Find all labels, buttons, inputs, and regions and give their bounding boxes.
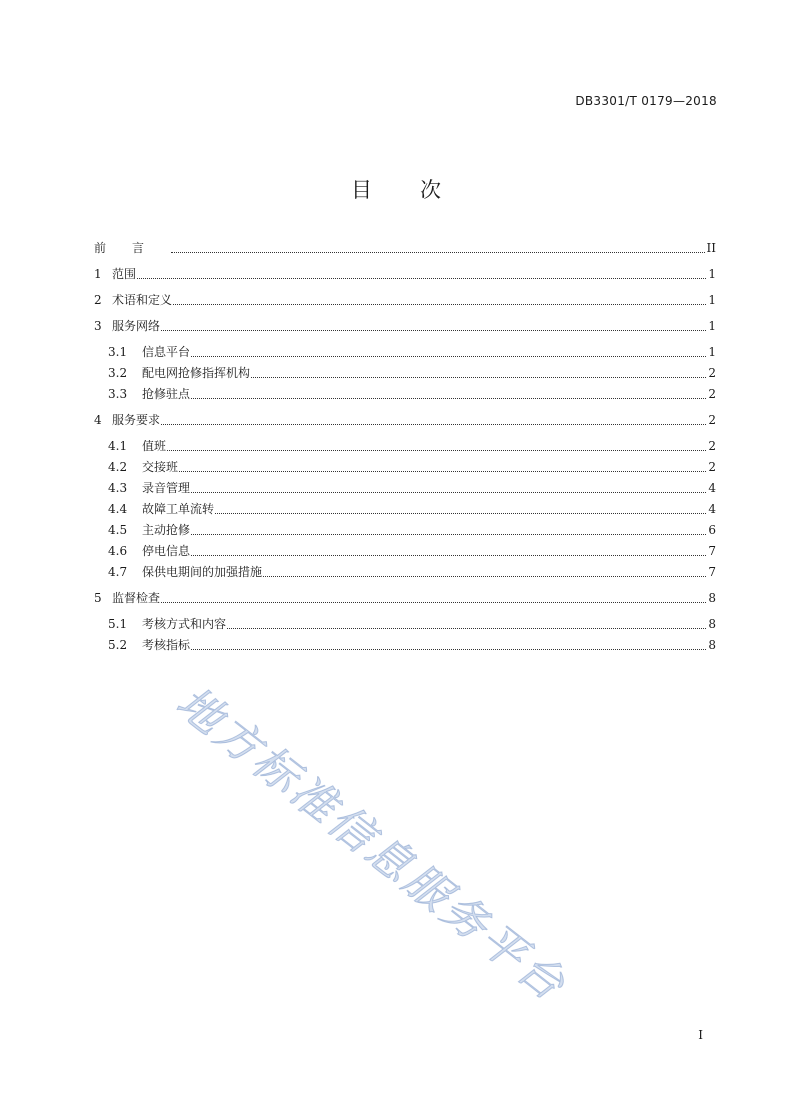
toc-entry-label: 服务网络 xyxy=(112,319,161,333)
toc-entry-label: 抢修驻点 xyxy=(142,387,191,401)
toc-subentry[interactable] xyxy=(108,437,716,455)
toc-entry-number: 4.6 xyxy=(108,544,128,558)
dot-leader xyxy=(191,555,706,556)
toc-subentry[interactable] xyxy=(108,500,716,518)
toc-entry-page: 2 xyxy=(708,460,716,474)
toc-entry-number: 4.7 xyxy=(108,565,128,579)
toc-entry-page: 2 xyxy=(708,366,716,380)
toc-entry[interactable] xyxy=(94,317,716,335)
toc-entry-page: 7 xyxy=(708,544,716,558)
dot-leader xyxy=(179,471,706,472)
toc-subentry[interactable] xyxy=(108,385,716,403)
toc-subentry[interactable] xyxy=(108,615,716,633)
dot-leader xyxy=(251,377,706,378)
dot-leader xyxy=(191,534,706,535)
toc-entry-page: 6 xyxy=(708,523,716,537)
toc-entry-foreword[interactable] xyxy=(94,239,716,257)
toc-entry-label: 主动抢修 xyxy=(142,523,191,537)
toc-entry-label: 考核方式和内容 xyxy=(142,617,227,631)
toc-entry-number: 2 xyxy=(94,293,102,307)
toc-entry-page: 7 xyxy=(708,565,716,579)
toc-entry-page: 1 xyxy=(708,293,716,307)
dot-leader xyxy=(171,252,705,253)
toc-subentry[interactable] xyxy=(108,636,716,654)
toc-entry-label: 录音管理 xyxy=(142,481,191,495)
dot-leader xyxy=(191,398,706,399)
toc-entry-page: 2 xyxy=(708,413,716,427)
toc-title-right: 次 xyxy=(420,178,441,202)
toc-entry-page: 8 xyxy=(708,617,716,631)
toc-entry-page: 1 xyxy=(708,267,716,281)
dot-leader xyxy=(161,602,706,603)
dot-leader xyxy=(161,330,706,331)
toc-entry[interactable] xyxy=(94,411,716,429)
standard-code: DB3301/T 0179—2018 xyxy=(575,94,717,108)
toc-entry-number: 4.5 xyxy=(108,523,128,537)
dot-leader xyxy=(167,450,706,451)
toc-subentry[interactable] xyxy=(108,479,716,497)
toc-subentry[interactable] xyxy=(108,458,716,476)
toc-entry-number: 1 xyxy=(94,267,102,281)
dot-leader xyxy=(227,628,706,629)
toc-entry-label: 监督检查 xyxy=(112,591,161,605)
toc-entry-number: 3.1 xyxy=(108,345,128,359)
toc-entry-page: 2 xyxy=(708,439,716,453)
dot-leader xyxy=(173,304,706,305)
dot-leader xyxy=(137,278,706,279)
toc-entry-number: 5.2 xyxy=(108,638,128,652)
toc-entry-label: 值班 xyxy=(142,439,167,453)
toc-entry[interactable] xyxy=(94,291,716,309)
toc-entry-number: 4.3 xyxy=(108,481,128,495)
dot-leader xyxy=(191,492,706,493)
toc-subentry[interactable] xyxy=(108,343,716,361)
toc-entry-label: 交接班 xyxy=(142,460,179,474)
toc-entry-label: 考核指标 xyxy=(142,638,191,652)
toc-entry-label: 停电信息 xyxy=(142,544,191,558)
toc-entry-page: II xyxy=(706,241,716,255)
toc-subentry[interactable] xyxy=(108,521,716,539)
toc-entry-number: 5.1 xyxy=(108,617,128,631)
toc-entry-page: 8 xyxy=(708,591,716,605)
toc-entry-page: 4 xyxy=(708,502,716,516)
toc-entry-number: 4.2 xyxy=(108,460,128,474)
toc-subentry[interactable] xyxy=(108,364,716,382)
toc-subentry[interactable] xyxy=(108,563,716,581)
toc-title xyxy=(0,174,792,204)
dot-leader xyxy=(215,513,706,514)
toc-entry-label: 故障工单流转 xyxy=(142,502,215,516)
toc-entry[interactable] xyxy=(94,589,716,607)
toc-title-left: 目 xyxy=(351,178,372,202)
dot-leader xyxy=(191,356,706,357)
dot-leader xyxy=(191,649,706,650)
toc-entry-label: 术语和定义 xyxy=(112,293,173,307)
toc-entry-label: 保供电期间的加强措施 xyxy=(142,565,263,579)
toc-entry-number: 4.4 xyxy=(108,502,128,516)
dot-leader xyxy=(161,424,706,425)
toc-entry-number: 4.1 xyxy=(108,439,128,453)
toc-entry-page: 1 xyxy=(708,345,716,359)
toc-entry-label: 范围 xyxy=(112,267,137,281)
toc-entry-label: 前言 xyxy=(94,241,171,255)
watermark: 地方标准信息服务平台 xyxy=(166,676,577,1013)
toc-entry-label: 配电网抢修指挥机构 xyxy=(142,366,251,380)
toc-entry-page: 1 xyxy=(708,319,716,333)
toc-entry-label: 服务要求 xyxy=(112,413,161,427)
toc-entry-page: 8 xyxy=(708,638,716,652)
toc-entry-number: 4 xyxy=(94,413,102,427)
dot-leader xyxy=(263,576,706,577)
toc-entry-number: 3.2 xyxy=(108,366,128,380)
toc-entry-number: 3.3 xyxy=(108,387,128,401)
page-number: I xyxy=(698,1028,703,1042)
toc-entry-number: 3 xyxy=(94,319,102,333)
toc-entry-label: 信息平台 xyxy=(142,345,191,359)
toc-entry-number: 5 xyxy=(94,591,102,605)
toc-subentry[interactable] xyxy=(108,542,716,560)
toc-entry-page: 4 xyxy=(708,481,716,495)
toc-entry[interactable] xyxy=(94,265,716,283)
toc-entry-page: 2 xyxy=(708,387,716,401)
